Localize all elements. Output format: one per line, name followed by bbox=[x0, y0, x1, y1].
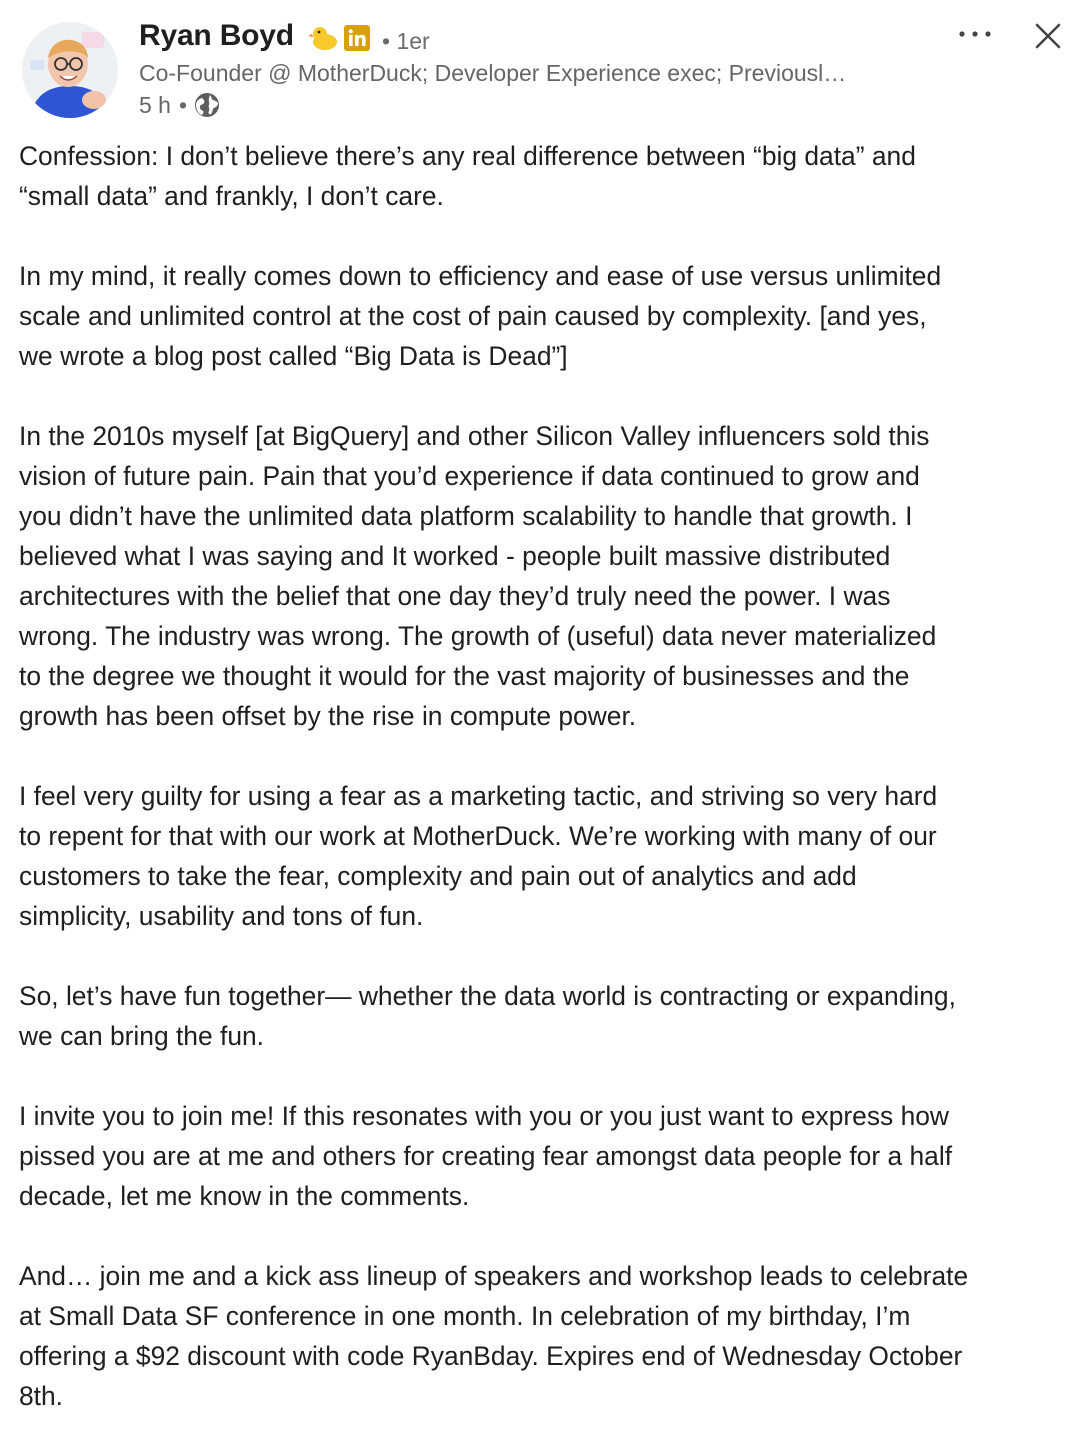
paragraph-line: “small data” and frankly, I don’t care. bbox=[19, 181, 444, 211]
paragraph-line: I invite you to join me! If this resonates with you or you just want to express how bbox=[19, 1101, 949, 1131]
paragraph-line: customers to take the fear, complexity and pain out of analytics and add bbox=[19, 861, 857, 891]
post-timestamp: 5 h bbox=[139, 91, 171, 118]
post-meta bbox=[139, 91, 221, 119]
post-paragraph bbox=[19, 416, 1079, 736]
paragraph-line: decade, let me know in the comments. bbox=[19, 1181, 470, 1211]
author-headline: Co-Founder @ MotherDuck; Developer Experience exec; Previousl… bbox=[139, 60, 847, 86]
paragraph-line: 8th. bbox=[19, 1381, 64, 1411]
paragraph-line: growth has been offset by the rise in compute power. bbox=[19, 701, 637, 731]
close-button[interactable] bbox=[1026, 14, 1070, 58]
connection-degree: • 1er bbox=[382, 28, 430, 54]
ellipsis-icon bbox=[958, 30, 992, 38]
paragraph-line: we wrote a blog post called “Big Data is Dead”] bbox=[19, 341, 568, 371]
globe-icon bbox=[193, 91, 221, 119]
paragraph-line: I feel very guilty for using a fear as a marketing tactic, and striving so very hard bbox=[19, 781, 938, 811]
paragraph-line: So, let’s have fun together— whether the data world is contracting or expanding, bbox=[19, 981, 956, 1011]
author-avatar[interactable] bbox=[22, 22, 118, 118]
paragraph-line: we can bring the fun. bbox=[19, 1021, 265, 1051]
meta-separator: • bbox=[178, 91, 188, 118]
paragraph-line: vision of future pain. Pain that you’d experience if data continued to grow and bbox=[19, 461, 920, 491]
post-paragraph bbox=[19, 136, 1079, 216]
avatar-photo bbox=[22, 22, 118, 118]
paragraph-line: to the degree we thought it would for the vast majority of businesses and the bbox=[19, 661, 910, 691]
paragraph-line: at Small Data SF conference in one month. In celebration of my birthday, I’m bbox=[19, 1301, 911, 1331]
paragraph-line: And… join me and a kick ass lineup of speakers and workshop leads to celebrate bbox=[19, 1261, 969, 1291]
post-paragraph bbox=[19, 1256, 1079, 1416]
paragraph-line: scale and unlimited control at the cost of pain caused by complexity. [and yes, bbox=[19, 301, 927, 331]
post-paragraph bbox=[19, 256, 1079, 376]
paragraph-line: you didn’t have the unlimited data platform scalability to handle that growth. I bbox=[19, 501, 913, 531]
post-paragraph bbox=[19, 1096, 1079, 1216]
more-options-button[interactable] bbox=[952, 14, 998, 54]
duck-emoji-icon bbox=[308, 24, 338, 52]
post-body bbox=[19, 136, 1079, 1456]
paragraph-line: offering a $92 discount with code RyanBday. Expires end of Wednesday October bbox=[19, 1341, 963, 1371]
linkedin-icon bbox=[344, 25, 370, 51]
close-icon bbox=[1035, 23, 1061, 49]
post-paragraph bbox=[19, 776, 1079, 936]
author-badges bbox=[308, 24, 370, 52]
paragraph-line: In the 2010s myself [at BigQuery] and other Silicon Valley influencers sold this bbox=[19, 421, 930, 451]
paragraph-line: believed what I was saying and It worked - people built massive distributed bbox=[19, 541, 891, 571]
paragraph-line: pissed you are at me and others for creating fear amongst data people for a half bbox=[19, 1141, 953, 1171]
paragraph-line: simplicity, usability and tons of fun. bbox=[19, 901, 424, 931]
paragraph-line: to repent for that with our work at MotherDuck. We’re working with many of our bbox=[19, 821, 937, 851]
paragraph-line: Confession: I don’t believe there’s any real difference between “big data” and bbox=[19, 141, 916, 171]
paragraph-line: wrong. The industry was wrong. The growth of (useful) data never materialized bbox=[19, 621, 937, 651]
author-name[interactable]: Ryan Boyd bbox=[139, 19, 294, 52]
paragraph-line: architectures with the belief that one day they’d truly need the power. I was bbox=[19, 581, 891, 611]
paragraph-line: In my mind, it really comes down to efficiency and ease of use versus unlimited bbox=[19, 261, 942, 291]
post-paragraph bbox=[19, 976, 1079, 1056]
